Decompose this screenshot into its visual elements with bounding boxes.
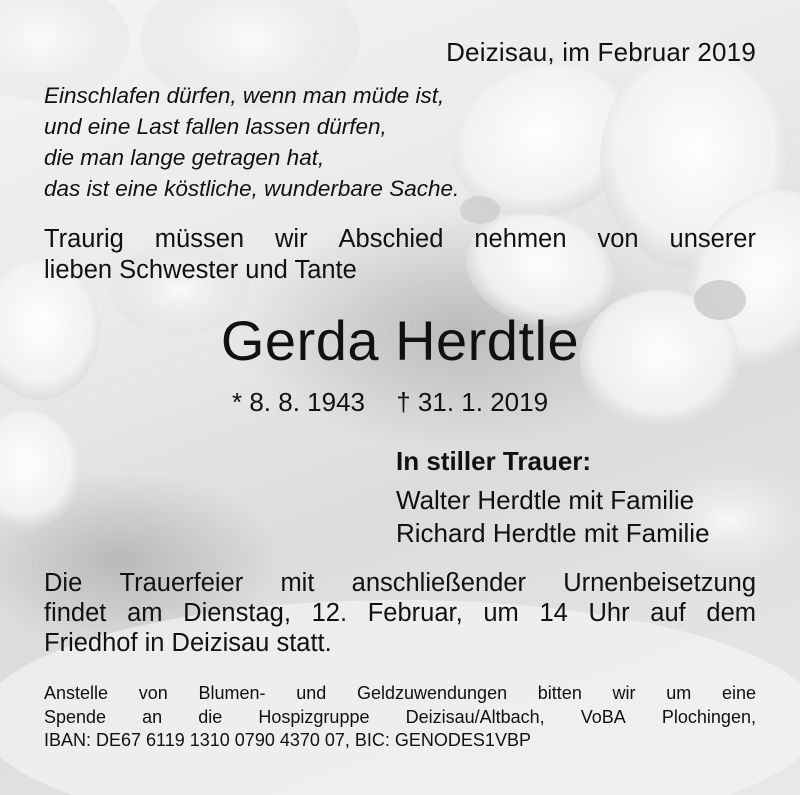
word: Plochingen, [661,706,756,727]
mourner-name: Walter Herdtle mit Familie [396,485,695,515]
word: um [666,683,692,703]
word: die [198,706,223,727]
word: dem [706,599,756,627]
death-date: † 31. 1. 2019 [396,387,549,417]
word: eine [721,683,756,703]
mourners-block [396,445,710,550]
word: Die [44,569,83,597]
word: VoBA [580,706,626,727]
word: Traurig [44,225,124,253]
deceased-name: Gerda Herdtle [220,309,580,372]
word: am [127,599,163,627]
mourners-title: In stiller Trauer: [396,446,592,476]
word: Hospizgruppe [258,706,370,727]
word: Geldzuwendungen [356,683,508,703]
word: Trauerfeier [119,569,244,597]
donation-line [44,706,756,730]
poem-line: die man lange getragen hat, [44,145,325,170]
intro-text [44,224,756,286]
word: Deizisau/Altbach, [405,706,545,727]
intro-line [44,224,756,255]
ceremony-line [44,598,756,628]
word: um [483,599,519,627]
mourner-name: Richard Herdtle mit Familie [396,518,710,548]
word: anschließender [351,569,526,597]
bank-details: IBAN: DE67 6119 1310 0790 4370 07, BIC: GENODES1VBP [44,730,531,750]
word: bitten [537,683,582,703]
word: von [138,683,168,703]
word: Spende [44,706,107,727]
birth-date: * 8. 8. 1943 [232,387,365,417]
place-and-date: Deizisau, im Februar 2019 [446,37,756,67]
word: wir [612,683,636,703]
word: unserer [669,225,756,253]
donation-line [44,682,756,706]
word: an [142,706,163,727]
ceremony-line: Friedhof in Deizisau statt. [44,629,332,657]
life-dates [232,387,548,418]
word: 14 [539,599,568,627]
word: findet [44,599,107,627]
ceremony-info [44,568,756,658]
word: wir [275,225,308,253]
poem [44,80,459,204]
word: Uhr [588,599,630,627]
word: 12. [311,599,348,627]
word: nehmen [474,225,567,253]
word: auf [650,599,686,627]
donation-info [44,682,756,753]
word: müssen [154,225,245,253]
word: und [296,683,327,703]
word: Februar, [367,599,463,627]
word: Urnenbeisetzung [563,569,756,597]
word: von [597,225,639,253]
poem-line: und eine Last fallen lassen dürfen, [44,114,387,139]
word: Abschied [338,225,444,253]
word: mit [280,569,315,597]
word: Blumen- [198,683,266,703]
word: Dienstag, [183,599,291,627]
intro-line: lieben Schwester und Tante [44,256,357,284]
poem-line: Einschlafen dürfen, wenn man müde ist, [44,83,445,108]
word: Anstelle [44,683,109,703]
ceremony-line [44,568,756,598]
poem-line: das ist eine köstliche, wunderbare Sache. [44,176,460,201]
